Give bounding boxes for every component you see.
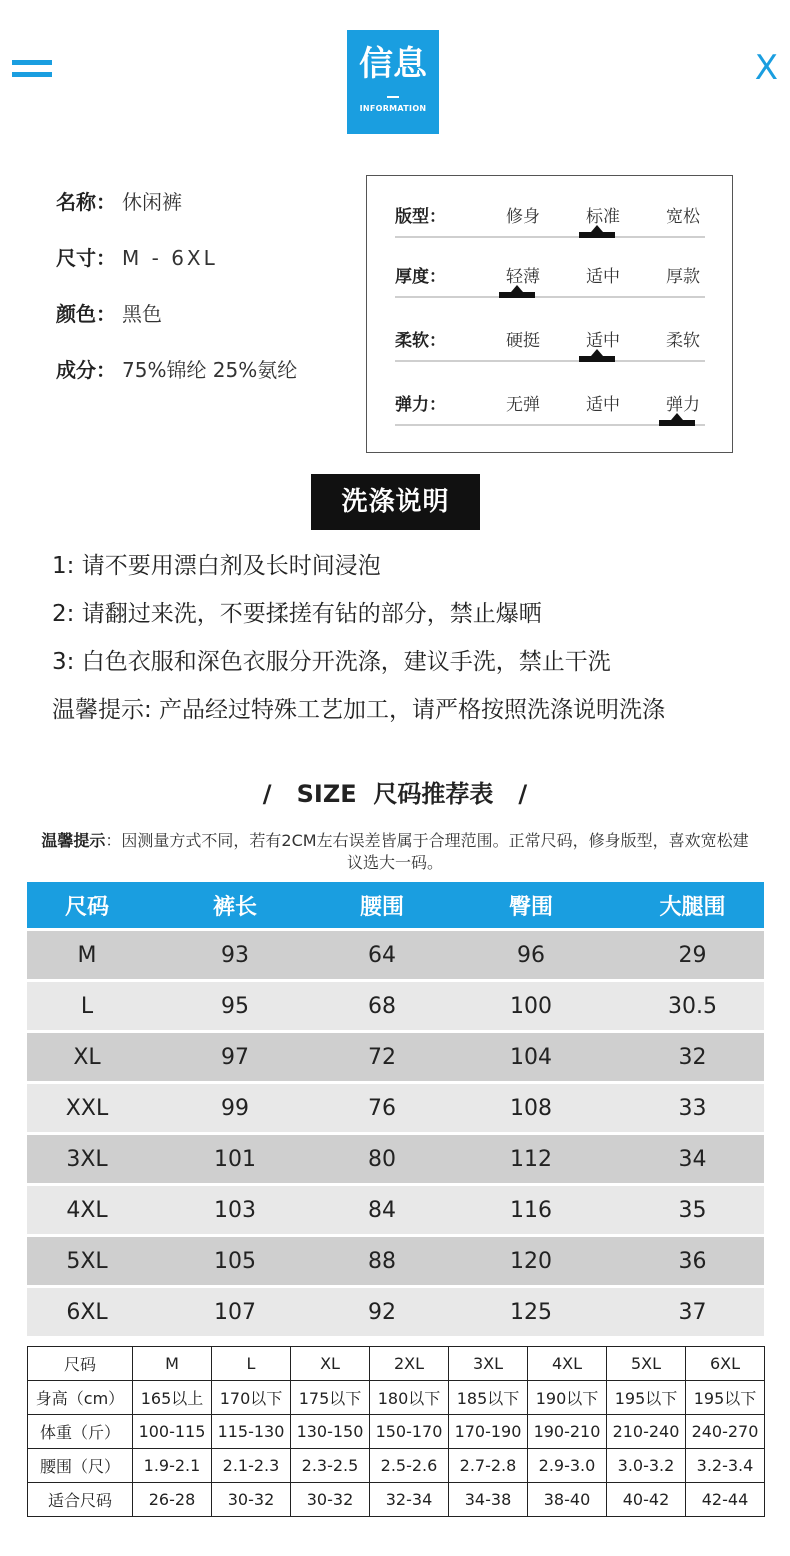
- attr-row-softness: [395, 326, 705, 366]
- table-cell: 3XL: [66, 1146, 108, 1172]
- attr-label: 弹力：: [395, 395, 446, 415]
- badge-title: 信息: [359, 44, 427, 84]
- table-cell: 5XL: [66, 1248, 108, 1274]
- washing-instructions: [52, 548, 665, 740]
- table-cell: 190以下: [528, 1381, 607, 1415]
- table-cell: 38-40: [528, 1483, 607, 1517]
- table-cell: 40-42: [607, 1483, 686, 1517]
- attr-scale-line: [395, 236, 705, 238]
- table-row: [27, 979, 764, 1030]
- table-cell: 尺码: [28, 1347, 133, 1381]
- table-cell: 96: [517, 942, 545, 968]
- size-table-header-cell: 大腿围: [659, 894, 726, 920]
- table-cell: 30.5: [668, 993, 717, 1019]
- table-row: [27, 928, 764, 979]
- attr-label: 版型：: [395, 207, 446, 227]
- attr-option: 弹力: [666, 395, 700, 415]
- spec-value: 休闲裤: [122, 190, 182, 214]
- spec-row-size: [56, 246, 297, 302]
- size-note-text: ：因测量方式不同，若有2CM左右误差皆属于合理范围。正常尺码，修身版型，喜欢宽松建议选大一码。: [105, 831, 749, 872]
- table-cell: 150-170: [370, 1415, 449, 1449]
- attr-option: 轻薄: [506, 267, 540, 287]
- table-cell: 170-190: [449, 1415, 528, 1449]
- table-cell: 84: [368, 1197, 396, 1223]
- table-cell: 2XL: [370, 1347, 449, 1381]
- table-cell: 80: [368, 1146, 396, 1172]
- table-cell: 2.7-2.8: [449, 1449, 528, 1483]
- table-cell: L: [212, 1347, 291, 1381]
- table-cell: XL: [73, 1044, 101, 1070]
- attr-option: 标准: [586, 207, 620, 227]
- spec-row-color: [56, 302, 297, 358]
- table-row: [27, 1183, 764, 1234]
- table-cell: 64: [368, 942, 396, 968]
- table-cell: 165以上: [133, 1381, 212, 1415]
- attr-scale-line: [395, 360, 705, 362]
- table-cell: 240-270: [686, 1415, 765, 1449]
- size-note: [40, 830, 750, 874]
- table-cell: 175以下: [291, 1381, 370, 1415]
- table-cell: 34-38: [449, 1483, 528, 1517]
- table-cell: 115-130: [212, 1415, 291, 1449]
- menu-bar: [12, 72, 52, 77]
- attr-label: 厚度：: [395, 267, 446, 287]
- spec-row-material: [56, 358, 297, 414]
- table-cell: 108: [510, 1095, 552, 1121]
- size-reference-table: [27, 1346, 765, 1517]
- table-cell: 6XL: [686, 1347, 765, 1381]
- table-cell: 97: [221, 1044, 249, 1070]
- attr-selected-marker: [499, 292, 535, 298]
- table-cell: 腰围（尺）: [28, 1449, 133, 1483]
- attr-selected-marker: [579, 356, 615, 362]
- table-cell: 130-150: [291, 1415, 370, 1449]
- attr-option: 硬挺: [506, 331, 540, 351]
- size-heading: / SIZE 尺码推荐表 /: [262, 780, 528, 808]
- washing-line: 温馨提示: 产品经过特殊工艺加工，请严格按照洗涤说明洗涤: [52, 697, 666, 723]
- hamburger-menu-icon[interactable]: [12, 60, 52, 78]
- badge-subtitle: INFORMATION: [359, 104, 427, 113]
- table-cell: 88: [368, 1248, 396, 1274]
- table-cell: 103: [214, 1197, 256, 1223]
- table-cell: XXL: [65, 1095, 109, 1121]
- table-cell: 2.3-2.5: [291, 1449, 370, 1483]
- table-cell: 3XL: [449, 1347, 528, 1381]
- table-row: [28, 1483, 765, 1517]
- table-cell: 116: [510, 1197, 552, 1223]
- size-table-header-cell: 裤长: [212, 894, 257, 920]
- table-cell: M: [133, 1347, 212, 1381]
- table-cell: 100-115: [133, 1415, 212, 1449]
- attr-scale-line: [395, 296, 705, 298]
- table-cell: 33: [678, 1095, 707, 1121]
- table-cell: 190-210: [528, 1415, 607, 1449]
- table-cell: 99: [221, 1095, 249, 1121]
- table-cell: 195以下: [607, 1381, 686, 1415]
- table-cell: 2.1-2.3: [212, 1449, 291, 1483]
- table-cell: 101: [214, 1146, 256, 1172]
- size-table-header-cell: 腰围: [359, 894, 404, 920]
- spec-label: 尺寸：: [56, 246, 116, 270]
- table-cell: 35: [678, 1197, 707, 1223]
- table-cell: 170以下: [212, 1381, 291, 1415]
- spec-label: 颜色：: [56, 302, 116, 326]
- table-cell: 2.5-2.6: [370, 1449, 449, 1483]
- washing-line: 2: 请翻过来洗，不要揉搓有钻的部分，禁止爆晒: [52, 601, 542, 627]
- table-cell: 体重（斤）: [28, 1415, 133, 1449]
- table-cell: 185以下: [449, 1381, 528, 1415]
- table-cell: 26-28: [133, 1483, 212, 1517]
- table-row: [27, 1081, 764, 1132]
- table-cell: XL: [291, 1347, 370, 1381]
- table-cell: 2.9-3.0: [528, 1449, 607, 1483]
- table-cell: 112: [510, 1146, 552, 1172]
- table-cell: 68: [368, 993, 396, 1019]
- spec-value: M - 6XL: [122, 246, 218, 270]
- table-cell: 34: [678, 1146, 707, 1172]
- spec-label: 成分：: [56, 358, 116, 382]
- table-cell: 107: [214, 1299, 256, 1325]
- washing-line: 1: 请不要用漂白剂及长时间浸泡: [52, 553, 381, 579]
- table-row: [28, 1381, 765, 1415]
- table-row: [27, 1234, 764, 1285]
- attr-row-thickness: [395, 262, 705, 302]
- table-cell: 30-32: [291, 1483, 370, 1517]
- table-cell: 125: [510, 1299, 552, 1325]
- table-cell: 42-44: [686, 1483, 765, 1517]
- table-cell: 105: [214, 1248, 256, 1274]
- table-cell: L: [80, 993, 94, 1019]
- table-cell: 32-34: [370, 1483, 449, 1517]
- attr-option: 宽松: [666, 207, 700, 227]
- attribute-panel: [366, 175, 733, 453]
- attr-option: 修身: [506, 207, 540, 227]
- table-cell: 6XL: [66, 1299, 108, 1325]
- attr-option: 柔软: [666, 331, 700, 351]
- table-cell: M: [77, 942, 97, 968]
- table-cell: 180以下: [370, 1381, 449, 1415]
- table-cell: 32: [678, 1044, 707, 1070]
- table-cell: 适合尺码: [28, 1483, 133, 1517]
- close-icon[interactable]: X: [754, 48, 778, 88]
- spec-value: 黑色: [122, 302, 162, 326]
- attr-row-fit: [395, 202, 705, 242]
- table-cell: 195以下: [686, 1381, 765, 1415]
- product-spec-list: [56, 190, 297, 414]
- table-cell: 104: [510, 1044, 552, 1070]
- washing-title: 洗涤说明: [311, 474, 480, 530]
- table-row: [28, 1415, 765, 1449]
- table-cell: 72: [368, 1044, 396, 1070]
- table-row: [28, 1347, 765, 1381]
- spec-row-name: [56, 190, 297, 246]
- table-cell: 身高（cm）: [28, 1381, 133, 1415]
- size-table-header-cell: 臀围: [508, 894, 553, 920]
- size-table-header-cell: 尺码: [64, 894, 109, 920]
- table-cell: 30-32: [212, 1483, 291, 1517]
- size-note-label: 温馨提示: [41, 831, 106, 850]
- table-cell: 36: [678, 1248, 707, 1274]
- spec-value: 75%锦纶 25%氨纶: [122, 358, 298, 382]
- table-cell: 120: [510, 1248, 552, 1274]
- size-table: [27, 882, 764, 1336]
- table-row: [27, 1285, 764, 1336]
- attr-option: 厚款: [666, 267, 700, 287]
- attr-option: 适中: [586, 331, 620, 351]
- washing-line: 3: 白色衣服和深色衣服分开洗涤，建议手洗，禁止干洗: [52, 649, 611, 675]
- attr-row-elasticity: [395, 390, 705, 430]
- menu-bar: [12, 60, 52, 65]
- size-table-header: [27, 882, 764, 928]
- attr-label: 柔软：: [395, 331, 446, 351]
- table-cell: 4XL: [66, 1197, 108, 1223]
- table-cell: 5XL: [607, 1347, 686, 1381]
- table-row: [27, 1132, 764, 1183]
- spec-label: 名称：: [56, 190, 116, 214]
- table-cell: 93: [221, 942, 249, 968]
- table-cell: 92: [368, 1299, 396, 1325]
- attr-selected-marker: [579, 232, 615, 238]
- attr-option: 无弹: [506, 395, 540, 415]
- table-row: [28, 1449, 765, 1483]
- table-cell: 29: [678, 942, 707, 968]
- table-row: [27, 1030, 764, 1081]
- badge-divider: [387, 96, 399, 98]
- table-cell: 1.9-2.1: [133, 1449, 212, 1483]
- attr-option: 适中: [586, 395, 620, 415]
- table-cell: 76: [368, 1095, 396, 1121]
- table-cell: 3.2-3.4: [686, 1449, 765, 1483]
- table-cell: 37: [678, 1299, 707, 1325]
- table-cell: 100: [510, 993, 552, 1019]
- info-badge: [347, 30, 439, 134]
- attr-selected-marker: [659, 420, 695, 426]
- table-cell: 3.0-3.2: [607, 1449, 686, 1483]
- attr-option: 适中: [586, 267, 620, 287]
- table-cell: 95: [221, 993, 249, 1019]
- table-cell: 210-240: [607, 1415, 686, 1449]
- table-cell: 4XL: [528, 1347, 607, 1381]
